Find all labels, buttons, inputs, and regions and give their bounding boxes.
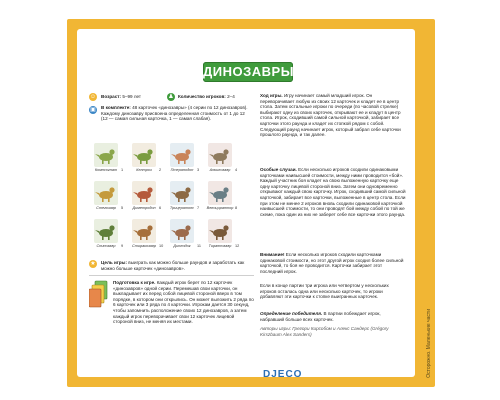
- dinosaur-card-4: [208, 143, 232, 167]
- age-icon: ☺: [89, 94, 97, 100]
- prep-text: Подготовка к игре. Каждый игрок берет по 12 карточек «динозавров» одной серии. Перемешав свои карточки, он выкладывает их перед собой лицевой стороной вверх в том порядке, в котором они открылись. Он может выложить 2 ряда по 6 карточек или 3 ряда по 4 карточки. Игрокам дается 30 секунд, чтобы запомнить расположение своих 12 динозавров, а затем каждый игрок переворачивает свои 12 карточек лицевой стороной вниз, не меняя их местами.: [113, 280, 254, 325]
- attention-text: Внимание! Если несколько игроков сходили карточками одинаковой стоимости, но этот другой игрок сходил более сильной карточкой, то боя не проводится. Карточки забирает этот последний игрок.: [260, 252, 404, 274]
- dinosaur-name: Птеранодон: [170, 168, 194, 172]
- dinosaur-name: Стиракозавр: [131, 244, 157, 248]
- end-game-text: Если в конце партии три игрока или четвертом у нескольких игроков осталась одна или несколько карточек, то игроки добавляют эти карточки к стопке выигранных карточек.: [260, 283, 389, 300]
- dinosaur-cost: 7: [197, 206, 200, 210]
- brand-logo: DJECO: [263, 369, 303, 380]
- dinosaur-name: Диметродон: [132, 206, 156, 210]
- dinosaur-icon: [132, 219, 156, 243]
- winner-text: Определение победителя. В партии побеждает игрок, набравший больше всех карточек.: [260, 311, 381, 322]
- dinosaur-cost: 4: [235, 168, 238, 172]
- dinosaur-cost: 8: [235, 206, 238, 210]
- dinosaur-card-11: [170, 219, 194, 243]
- dinosaur-icon: [132, 181, 156, 205]
- dinosaur-card-6: [132, 181, 156, 205]
- dinosaur-name: Спинозавр: [96, 244, 116, 248]
- dinosaur-card-3: [170, 143, 194, 167]
- dinosaur-name: Стегозавр: [96, 206, 116, 210]
- dinosaur-icon: [94, 219, 118, 243]
- rules-sheet: [67, 19, 435, 387]
- players-icon: ♟: [168, 94, 174, 100]
- dinosaur-cost: 9: [121, 244, 124, 248]
- divider: [89, 275, 254, 276]
- dinosaur-name: Велоцираптор: [206, 206, 234, 210]
- dinosaur-card-12: [208, 219, 232, 243]
- rules-card: [77, 29, 432, 380]
- turn-text: Ход игры. Игру начинает самый младший игрок. Он переворачивает любую из своих 12 карточек и кладет ее в центр стола. Затем остальные игроки по очереди (по часовой стрелке) выбирают одну из своих карточек, открывают ее и кладут в центр стола. Игрок, сходивший самой сильной карточкой, забирает все карточки этого раунда и кладет их стопкой рядом с собой. Следующий раунд начинает игрок, который забрал себе карточки прошлого раунда, и так далее.: [260, 93, 401, 138]
- dinosaur-icon: [208, 143, 232, 167]
- dinosaur-name: Трицератопс: [169, 206, 195, 210]
- dinosaur-card-5: [94, 181, 118, 205]
- dinosaur-card-9: [94, 219, 118, 243]
- dinosaur-icon: [170, 143, 194, 167]
- dinosaur-name: Компсогнат: [94, 168, 118, 172]
- dinosaur-cost: 5: [121, 206, 124, 210]
- dinosaur-card-2: [132, 143, 156, 167]
- dinosaur-cost: 1: [121, 168, 124, 172]
- dinosaur-cost: 3: [197, 168, 200, 172]
- warning-side-text: Осторожно. Маленькие части: [426, 309, 432, 378]
- dinosaur-icon: [132, 143, 156, 167]
- dinosaur-card-10: [132, 219, 156, 243]
- dinosaur-cost: 11: [197, 244, 201, 248]
- special-cases-text: Особые случаи. Если несколько игроков сходили одинаковыми карточками наивысшей стоимости, между ними проводится «бой». Каждый участник боя кладет на свою выложенную карточку еще одну карточку лицевой стороной вниз. Затем они одновременно открывают каждый свою карточку. Игрок, сходивший самой сильной карточкой, забирает все карточки, выложенные в центр стола. Если при этом не менее 2 игроков вновь сходили одинаковой карточкой наивысшей стоимости, то они проводят бой между собой по той же схеме, пока один из них не заберет себе все карточки этого раунда.: [260, 167, 406, 217]
- players-info: Количество игроков: 2–4: [178, 94, 235, 99]
- dinosaur-icon: [170, 181, 194, 205]
- authors-text: Авторы игры: Грегори Кирсобом и Алекс Сандерс (Grégory Kirszbaum Alex Sanders): [260, 326, 389, 337]
- dinosaur-name: Тираннозавр: [208, 244, 232, 248]
- dinosaur-icon: [94, 181, 118, 205]
- box-icon: ▣: [90, 107, 96, 113]
- dinosaur-icon: [208, 219, 232, 243]
- dinosaur-card-8: [208, 181, 232, 205]
- age-info: Возраст: 5–99 лет: [101, 94, 142, 99]
- goal-text: Цель игры: выиграть как можно больше раундов и заработать как можно больше карточек «динозавров».: [101, 260, 245, 271]
- dinosaur-cost: 6: [159, 206, 162, 210]
- dinosaur-icon: [170, 219, 194, 243]
- dinosaur-name: Келтроз: [136, 168, 152, 172]
- trophy-icon: ★: [90, 261, 96, 267]
- dinosaur-cost: 12: [235, 244, 240, 248]
- card-stack-icon: [89, 280, 109, 308]
- dinosaur-name: Диплодок: [173, 244, 191, 248]
- contents-text: В комплекте: 48 карточек «динозавры» (4 серии по 12 динозавров). Каждому динозавру присвоена определенная стоимость от 1 до 12 (12 — самая сильная карточка, 1 — самая слабая).: [101, 105, 248, 122]
- dinosaur-card-1: [94, 143, 118, 167]
- dinosaur-cost: 2: [159, 168, 162, 172]
- dinosaur-card-7: [170, 181, 194, 205]
- dinosaur-name: Анкилозавр: [209, 168, 231, 172]
- dinosaur-cost: 10: [159, 244, 164, 248]
- page-title: ДИНОЗАВРЫ: [203, 62, 293, 82]
- dinosaur-icon: [208, 181, 232, 205]
- dinosaur-icon: [94, 143, 118, 167]
